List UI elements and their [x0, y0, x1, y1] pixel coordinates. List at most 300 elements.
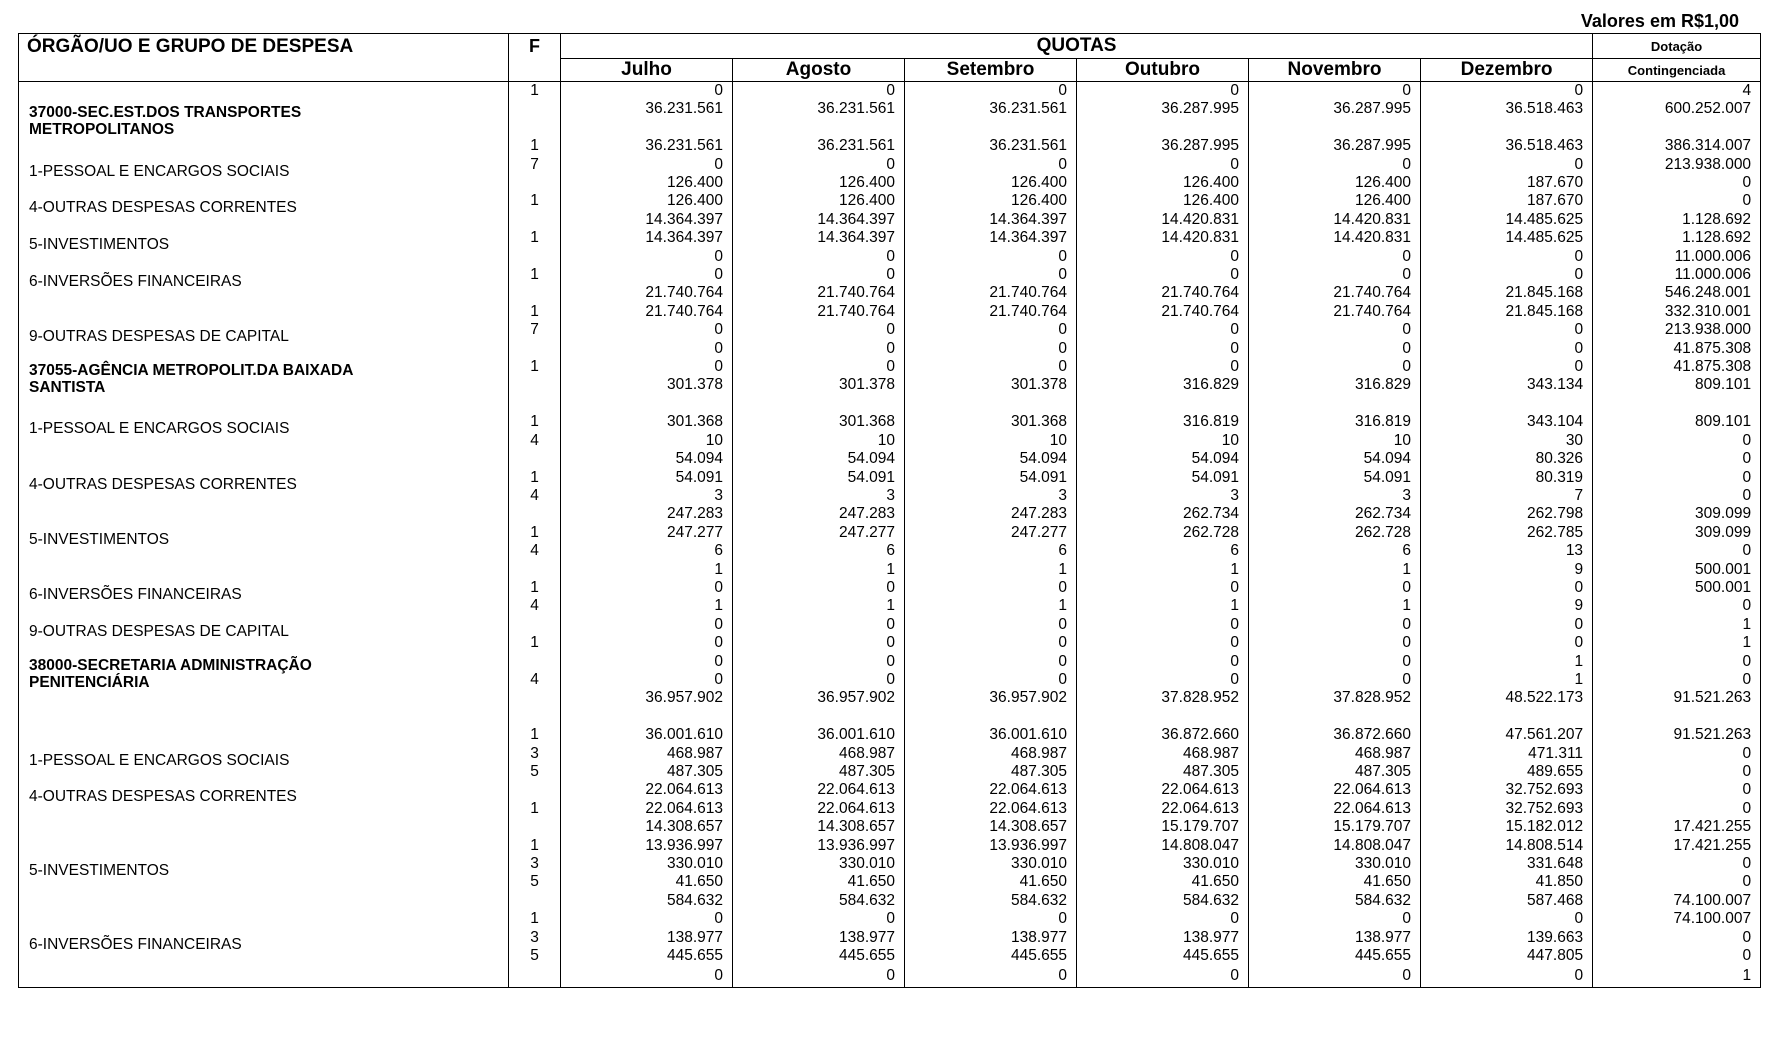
quota-cell: 0: [733, 321, 905, 339]
row-label-cell: [19, 542, 509, 560]
quota-cell: 126.400: [561, 174, 733, 192]
dotacao-cell: 4: [1593, 82, 1761, 101]
quota-cell: 15.182.012: [1421, 818, 1593, 836]
fonte-cell: [509, 100, 561, 118]
quota-cell: 0: [1077, 634, 1249, 652]
quota-cell: 343.104: [1421, 413, 1593, 431]
quota-cell: [733, 395, 905, 413]
table-row: [19, 248, 1761, 266]
dotacao-cell: 0: [1593, 800, 1761, 818]
quota-cell: 301.378: [561, 376, 733, 394]
row-label-cell: [19, 432, 509, 450]
quota-cell: 126.400: [1249, 174, 1421, 192]
quota-cell: 22.064.613: [1249, 800, 1421, 818]
header-month-dezembro: Dezembro: [1421, 59, 1593, 82]
table-row: [19, 910, 1761, 928]
quota-cell: 0: [905, 82, 1077, 101]
quota-cell: 0: [561, 579, 733, 597]
quota-cell: 1: [1077, 561, 1249, 579]
row-label-cell: [19, 671, 509, 689]
quota-cell: 0: [733, 358, 905, 376]
header-month-outubro: Outubro: [1077, 59, 1249, 82]
quota-cell: 301.368: [905, 413, 1077, 431]
table-row: [19, 358, 1761, 376]
row-label-cell: [19, 82, 509, 101]
quota-cell: 0: [561, 340, 733, 358]
quota-cell: 0: [561, 248, 733, 266]
dotacao-cell: 0: [1593, 947, 1761, 965]
quota-cell: 0: [905, 340, 1077, 358]
quota-cell: 22.064.613: [905, 781, 1077, 799]
quota-cell: 0: [561, 156, 733, 174]
row-label-cell: [19, 910, 509, 928]
quota-cell: 6: [1249, 542, 1421, 560]
quota-cell: 1: [1249, 597, 1421, 615]
quota-cell: [905, 119, 1077, 137]
grupo-label: 6-INVERSÕES FINANCEIRAS: [29, 585, 242, 603]
table-row: [19, 266, 1761, 284]
quota-cell: 301.368: [561, 413, 733, 431]
table-row: [19, 100, 1761, 118]
quota-cell: 0: [1421, 156, 1593, 174]
fonte-cell: [509, 616, 561, 634]
quota-cell: 330.010: [733, 855, 905, 873]
quota-cell: 0: [905, 965, 1077, 988]
fonte-cell: 4: [509, 597, 561, 615]
quota-cell: 14.808.514: [1421, 837, 1593, 855]
row-label-cell: [19, 413, 509, 438]
quota-cell: 445.655: [905, 947, 1077, 965]
table-row: [19, 561, 1761, 579]
dotacao-cell: 546.248.001: [1593, 284, 1761, 302]
fonte-cell: 3: [509, 855, 561, 873]
quota-cell: 37.828.952: [1077, 689, 1249, 707]
quota-cell: 14.808.047: [1249, 837, 1421, 855]
quota-cell: 301.368: [733, 413, 905, 431]
table-row: [19, 745, 1761, 763]
fonte-cell: 1: [509, 266, 561, 284]
quota-cell: 15.179.707: [1249, 818, 1421, 836]
quota-cell: 0: [733, 910, 905, 928]
quota-cell: 126.400: [561, 192, 733, 210]
dotacao-cell: 74.100.007: [1593, 892, 1761, 910]
quota-cell: 0: [1421, 910, 1593, 928]
fonte-cell: [509, 892, 561, 910]
quota-cell: 54.091: [905, 469, 1077, 487]
quota-cell: 0: [905, 634, 1077, 652]
dotacao-cell: 0: [1593, 781, 1761, 799]
table-row: [19, 873, 1761, 891]
budget-table: [18, 33, 1761, 988]
quota-cell: 247.277: [561, 524, 733, 542]
quota-cell: 0: [905, 653, 1077, 671]
quota-cell: 1: [561, 597, 733, 615]
quota-cell: 1: [905, 597, 1077, 615]
quota-cell: 36.957.902: [561, 689, 733, 707]
quota-cell: [1077, 119, 1249, 137]
dotacao-cell: 91.521.263: [1593, 726, 1761, 744]
quota-cell: 330.010: [905, 855, 1077, 873]
quota-cell: 0: [561, 616, 733, 634]
quota-cell: 0: [1249, 340, 1421, 358]
quota-cell: 30: [1421, 432, 1593, 450]
quota-cell: 13.936.997: [905, 837, 1077, 855]
quota-cell: 0: [561, 321, 733, 339]
quota-cell: 0: [905, 616, 1077, 634]
quota-cell: 262.785: [1421, 524, 1593, 542]
quota-cell: 22.064.613: [733, 781, 905, 799]
dotacao-cell: 1: [1593, 616, 1761, 634]
table-row: [19, 800, 1761, 818]
row-label-cell: [19, 340, 509, 358]
quota-cell: 0: [733, 248, 905, 266]
quota-cell: 14.308.657: [561, 818, 733, 836]
quota-cell: 330.010: [1077, 855, 1249, 873]
quota-cell: 584.632: [561, 892, 733, 910]
quota-cell: 14.364.397: [733, 211, 905, 229]
quota-cell: [1421, 119, 1593, 137]
fonte-cell: 3: [509, 929, 561, 947]
quota-cell: 0: [1421, 634, 1593, 652]
quota-cell: 21.740.764: [1249, 303, 1421, 321]
dotacao-cell: 1.128.692: [1593, 211, 1761, 229]
fonte-cell: 5: [509, 947, 561, 965]
quota-cell: 36.231.561: [733, 100, 905, 118]
quota-cell: 14.420.831: [1249, 229, 1421, 247]
orgao-label: 37055-AGÊNCIA METROPOLIT.DA BAIXADA SANTISTA: [29, 362, 353, 397]
quota-cell: 15.179.707: [1077, 818, 1249, 836]
quota-cell: 14.364.397: [561, 229, 733, 247]
quota-cell: 468.987: [1077, 745, 1249, 763]
quota-cell: 54.094: [1077, 450, 1249, 468]
grupo-label: 4-OUTRAS DESPESAS CORRENTES: [29, 199, 297, 217]
quota-cell: 22.064.613: [561, 781, 733, 799]
quota-cell: 0: [1077, 653, 1249, 671]
grupo-label: 4-OUTRAS DESPESAS CORRENTES: [29, 788, 297, 806]
fonte-cell: [509, 781, 561, 799]
quota-cell: 21.845.168: [1421, 303, 1593, 321]
quota-cell: 316.829: [1077, 376, 1249, 394]
quota-cell: 330.010: [1249, 855, 1421, 873]
quota-cell: 187.670: [1421, 174, 1593, 192]
quota-cell: 0: [1077, 616, 1249, 634]
dotacao-cell: 1: [1593, 634, 1761, 652]
row-label-cell: [19, 653, 509, 691]
dotacao-cell: 0: [1593, 855, 1761, 873]
dotacao-cell: 1: [1593, 965, 1761, 988]
quota-cell: 0: [1249, 321, 1421, 339]
quota-cell: 0: [1249, 266, 1421, 284]
table-row: [19, 487, 1761, 505]
quota-cell: 36.001.610: [733, 726, 905, 744]
table-row: [19, 82, 1761, 101]
dotacao-cell: 0: [1593, 432, 1761, 450]
quota-cell: 487.305: [1077, 763, 1249, 781]
quota-cell: 0: [1421, 616, 1593, 634]
quota-cell: [561, 119, 733, 137]
quota-cell: 1: [561, 561, 733, 579]
quota-cell: 0: [1249, 358, 1421, 376]
row-label-cell: [19, 211, 509, 229]
quota-cell: 0: [1421, 248, 1593, 266]
fonte-cell: [509, 561, 561, 579]
quota-cell: 471.311: [1421, 745, 1593, 763]
quota-cell: 32.752.693: [1421, 781, 1593, 799]
quota-cell: 22.064.613: [905, 800, 1077, 818]
quota-cell: 21.740.764: [1249, 284, 1421, 302]
row-label-cell: [19, 524, 509, 548]
quota-cell: 54.091: [1249, 469, 1421, 487]
quota-cell: 316.819: [1077, 413, 1249, 431]
quota-cell: 0: [561, 358, 733, 376]
quota-cell: 21.740.764: [733, 284, 905, 302]
header-org: ÓRGÃO/UO E GRUPO DE DESPESA: [19, 34, 509, 82]
quota-cell: [561, 708, 733, 726]
fonte-cell: 1: [509, 82, 561, 101]
row-label-cell: [19, 873, 509, 891]
grupo-label: 9-OUTRAS DESPESAS DE CAPITAL: [29, 622, 289, 640]
fonte-cell: 7: [509, 156, 561, 174]
row-label-cell: [19, 358, 509, 397]
header-month-julho: Julho: [561, 59, 733, 82]
quota-cell: 3: [733, 487, 905, 505]
quota-cell: 32.752.693: [1421, 800, 1593, 818]
quota-cell: 0: [1249, 616, 1421, 634]
row-label-cell: [19, 689, 509, 707]
fonte-cell: 1: [509, 910, 561, 928]
quota-cell: 0: [1077, 358, 1249, 376]
fonte-cell: [509, 248, 561, 266]
quota-cell: 14.420.831: [1249, 211, 1421, 229]
quota-cell: [905, 708, 1077, 726]
row-label-cell: [19, 579, 509, 603]
dotacao-cell: 809.101: [1593, 413, 1761, 431]
quota-cell: 0: [1249, 653, 1421, 671]
dotacao-cell: 17.421.255: [1593, 837, 1761, 855]
quota-cell: 262.798: [1421, 505, 1593, 523]
quota-cell: 14.485.625: [1421, 229, 1593, 247]
table-row: [19, 505, 1761, 523]
quota-cell: 0: [1249, 634, 1421, 652]
fonte-cell: [509, 965, 561, 988]
quota-cell: 1: [1421, 671, 1593, 689]
row-label-cell: [19, 597, 509, 615]
quota-cell: 36.957.902: [733, 689, 905, 707]
quota-cell: 0: [1249, 156, 1421, 174]
dotacao-cell: 11.000.006: [1593, 248, 1761, 266]
table-row: [19, 156, 1761, 174]
dotacao-cell: 0: [1593, 653, 1761, 671]
table-row: [19, 616, 1761, 634]
quota-cell: 22.064.613: [561, 800, 733, 818]
quota-cell: 21.740.764: [733, 303, 905, 321]
grupo-label: 1-PESSOAL E ENCARGOS SOCIAIS: [29, 751, 290, 769]
grupo-label: 1-PESSOAL E ENCARGOS SOCIAIS: [29, 420, 290, 438]
quota-cell: 447.805: [1421, 947, 1593, 965]
quota-cell: 126.400: [733, 192, 905, 210]
fonte-cell: 4: [509, 671, 561, 689]
quota-cell: 262.734: [1249, 505, 1421, 523]
quota-cell: 1: [1421, 653, 1593, 671]
table-row: [19, 855, 1761, 873]
dotacao-cell: 0: [1593, 745, 1761, 763]
table-row: [19, 303, 1761, 321]
row-label-cell: [19, 965, 509, 988]
row-label-cell: [19, 818, 509, 836]
quota-cell: 47.561.207: [1421, 726, 1593, 744]
quota-cell: 36.287.995: [1077, 100, 1249, 118]
quota-cell: 0: [1077, 579, 1249, 597]
fonte-cell: 1: [509, 303, 561, 321]
dotacao-cell: 41.875.308: [1593, 340, 1761, 358]
dotacao-cell: 213.938.000: [1593, 156, 1761, 174]
quota-cell: 126.400: [905, 174, 1077, 192]
quota-cell: 54.094: [905, 450, 1077, 468]
quota-cell: 10: [1077, 432, 1249, 450]
quota-cell: 0: [1249, 579, 1421, 597]
table-row: [19, 321, 1761, 339]
row-label-cell: [19, 376, 509, 394]
quota-cell: 36.231.561: [905, 137, 1077, 155]
table-row: [19, 119, 1761, 137]
quota-cell: 247.283: [561, 505, 733, 523]
quota-cell: 247.277: [733, 524, 905, 542]
grupo-label: 5-INVESTIMENTOS: [29, 862, 170, 880]
quota-cell: 247.277: [905, 524, 1077, 542]
fonte-cell: [509, 174, 561, 192]
header-month-setembro: Setembro: [905, 59, 1077, 82]
fonte-cell: [509, 284, 561, 302]
quota-cell: 1: [733, 597, 905, 615]
quota-cell: 80.326: [1421, 450, 1593, 468]
table-row: [19, 653, 1761, 671]
grupo-label: 4-OUTRAS DESPESAS CORRENTES: [29, 475, 297, 493]
quota-cell: 0: [1077, 910, 1249, 928]
fonte-cell: [509, 211, 561, 229]
fonte-cell: [509, 119, 561, 137]
row-label-cell: [19, 929, 509, 953]
row-label-cell: [19, 192, 509, 217]
row-label-cell: [19, 708, 509, 726]
fonte-cell: 1: [509, 634, 561, 652]
quota-cell: 0: [1077, 266, 1249, 284]
header-dotacao: Dotação: [1593, 34, 1761, 59]
quota-cell: 0: [1249, 248, 1421, 266]
quota-cell: 330.010: [561, 855, 733, 873]
quota-cell: 445.655: [733, 947, 905, 965]
quota-cell: 3: [561, 487, 733, 505]
quota-cell: 54.094: [1249, 450, 1421, 468]
row-label-cell: [19, 395, 509, 413]
table-row: [19, 450, 1761, 468]
dotacao-cell: 0: [1593, 174, 1761, 192]
dotacao-cell: 0: [1593, 487, 1761, 505]
table-row: [19, 689, 1761, 707]
quota-cell: 487.305: [733, 763, 905, 781]
quota-cell: 36.287.995: [1249, 100, 1421, 118]
quota-cell: 41.650: [561, 873, 733, 891]
dotacao-cell: 0: [1593, 542, 1761, 560]
quota-cell: 41.650: [1249, 873, 1421, 891]
quota-cell: 36.957.902: [905, 689, 1077, 707]
quota-cell: 262.728: [1077, 524, 1249, 542]
fonte-cell: [509, 818, 561, 836]
quota-cell: 468.987: [905, 745, 1077, 763]
dotacao-cell: 309.099: [1593, 524, 1761, 542]
quota-cell: 126.400: [1077, 174, 1249, 192]
fonte-cell: [509, 450, 561, 468]
quota-cell: 0: [1077, 671, 1249, 689]
dotacao-cell: 0: [1593, 450, 1761, 468]
quota-cell: 21.740.764: [1077, 284, 1249, 302]
grupo-label: 6-INVERSÕES FINANCEIRAS: [29, 273, 242, 291]
quota-cell: 0: [733, 634, 905, 652]
dotacao-cell: 332.310.001: [1593, 303, 1761, 321]
row-label-cell: [19, 616, 509, 640]
quota-cell: 301.378: [905, 376, 1077, 394]
quota-cell: 487.305: [561, 763, 733, 781]
row-label-cell: [19, 100, 509, 139]
table-row: [19, 524, 1761, 542]
dotacao-cell: 386.314.007: [1593, 137, 1761, 155]
quota-cell: 138.977: [1249, 929, 1421, 947]
row-label-cell: [19, 156, 509, 180]
fonte-cell: 1: [509, 137, 561, 155]
table-row: [19, 947, 1761, 965]
quota-cell: 0: [905, 910, 1077, 928]
quota-cell: 36.518.463: [1421, 137, 1593, 155]
quota-cell: 468.987: [733, 745, 905, 763]
quota-cell: 0: [733, 616, 905, 634]
quota-cell: [1077, 708, 1249, 726]
quota-cell: 0: [1077, 82, 1249, 101]
quota-cell: 0: [1077, 248, 1249, 266]
table-row: [19, 818, 1761, 836]
fonte-cell: 1: [509, 413, 561, 431]
quota-cell: [561, 395, 733, 413]
quota-cell: 316.819: [1249, 413, 1421, 431]
fonte-cell: 1: [509, 229, 561, 247]
orgao-label: 37000-SEC.EST.DOS TRANSPORTES METROPOLITANOS: [29, 104, 302, 139]
quota-cell: 139.663: [1421, 929, 1593, 947]
row-label-cell: [19, 266, 509, 291]
quota-cell: 1: [733, 561, 905, 579]
quota-cell: 21.740.764: [905, 303, 1077, 321]
quota-cell: 41.650: [905, 873, 1077, 891]
quota-cell: 22.064.613: [1077, 800, 1249, 818]
quota-cell: 0: [561, 634, 733, 652]
row-label-cell: [19, 450, 509, 468]
quota-cell: 3: [1077, 487, 1249, 505]
quota-cell: 0: [1249, 671, 1421, 689]
dotacao-cell: [1593, 119, 1761, 137]
fonte-cell: [509, 505, 561, 523]
quota-cell: 126.400: [1249, 192, 1421, 210]
header-month-novembro: Novembro: [1249, 59, 1421, 82]
quota-cell: 0: [1421, 266, 1593, 284]
quota-cell: 0: [905, 671, 1077, 689]
table-row: [19, 137, 1761, 155]
row-label-cell: [19, 726, 509, 744]
table-row: [19, 192, 1761, 210]
quota-cell: 36.287.995: [1249, 137, 1421, 155]
quota-cell: 6: [733, 542, 905, 560]
fonte-cell: 1: [509, 726, 561, 744]
row-label-cell: [19, 229, 509, 254]
table-row: [19, 174, 1761, 192]
grupo-label: 5-INVESTIMENTOS: [29, 530, 170, 548]
quota-cell: 6: [905, 542, 1077, 560]
